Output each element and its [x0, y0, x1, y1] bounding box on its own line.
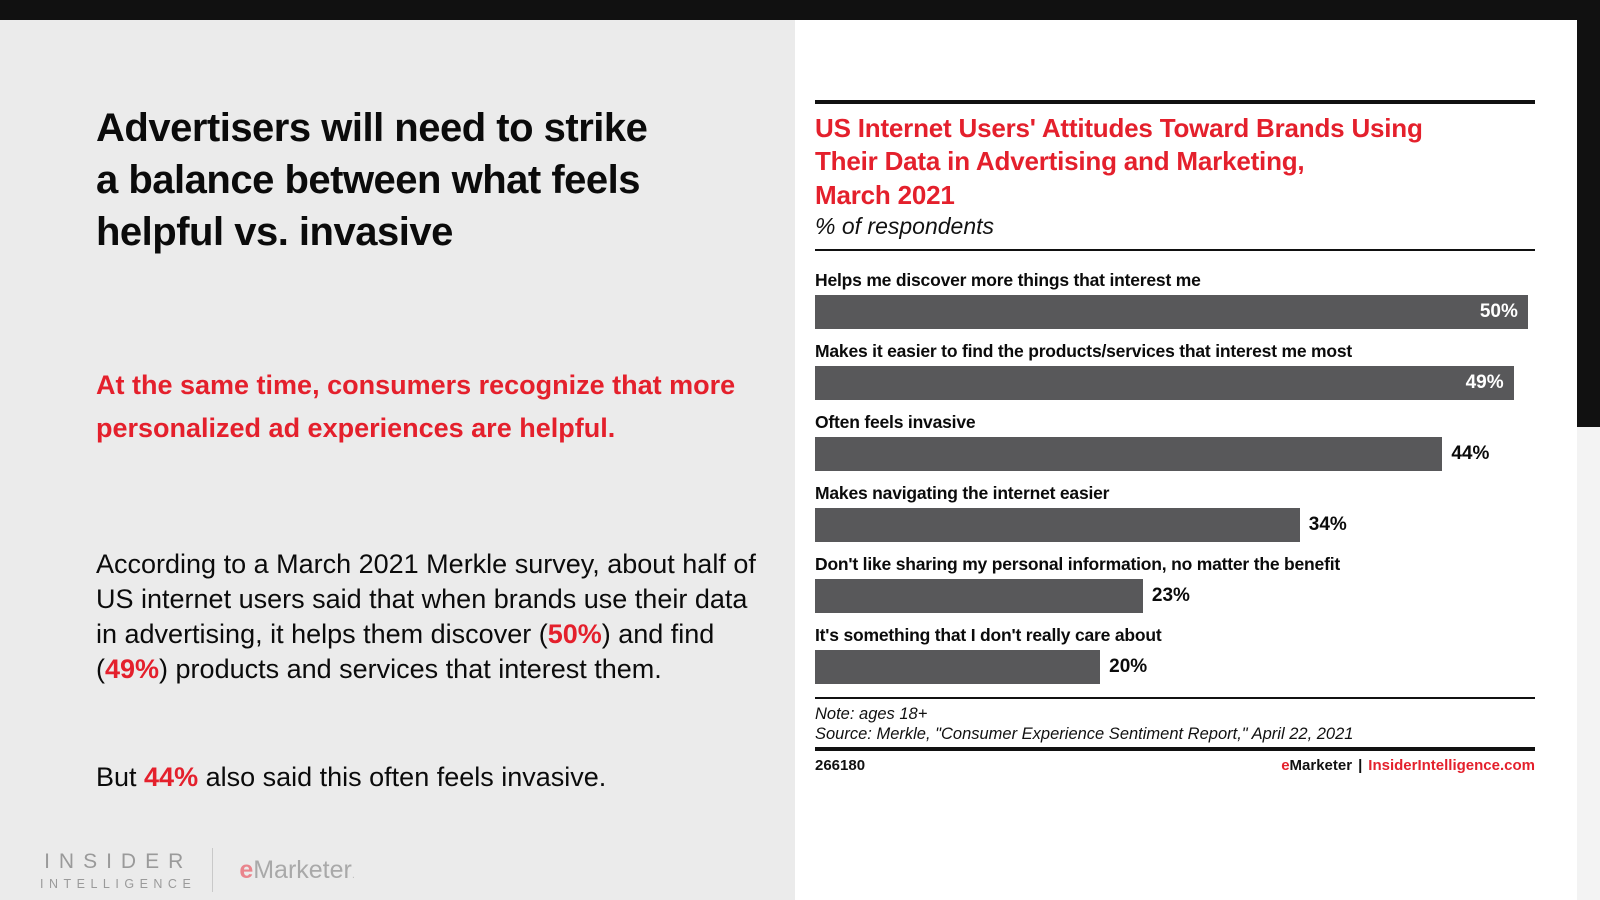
- insider-wordmark-line2: INTELLIGENCE: [40, 876, 197, 891]
- brand-footer: [40, 848, 355, 892]
- chart-footer: [815, 757, 1535, 774]
- text-segment: 50%: [547, 619, 602, 650]
- bar-row: [815, 483, 1535, 542]
- bar-track: [815, 295, 1535, 329]
- insider-intelligence-logo: [40, 850, 196, 891]
- right-edge-strip-black: [1577, 0, 1600, 427]
- chart-title-line: US Internet Users' Attitudes Toward Brands Using: [815, 113, 1423, 143]
- bar-value-label: 34%: [1308, 514, 1347, 535]
- emarketer-logo-e: e: [239, 855, 254, 884]
- footer-emarketer-rest: Marketer: [1289, 757, 1353, 774]
- bar-row: [815, 554, 1535, 613]
- bar-category-label: Often feels invasive: [815, 412, 976, 432]
- footer-emarketer-e: e: [1281, 757, 1290, 774]
- bar: [815, 650, 1100, 684]
- bar: [815, 366, 1514, 400]
- slide-headline: Advertisers will need to strike a balance between what feels helpful vs. invasive: [96, 106, 648, 254]
- insider-wordmark-line1: INSIDER: [44, 849, 193, 873]
- footer-divider: |: [1358, 757, 1363, 774]
- bar-category-label: It's something that I don't really care about: [815, 625, 1162, 645]
- chart-note: Note: ages 18+: [815, 705, 928, 723]
- right-edge-strip: [1577, 0, 1600, 900]
- bar-track: [815, 366, 1535, 400]
- text-segment: ) products and services that interest them.: [159, 654, 662, 685]
- chart-title-line: Their Data in Advertising and Marketing,: [815, 146, 1305, 177]
- chart-id: 266180: [815, 757, 866, 774]
- conclusion-paragraph: [96, 760, 756, 795]
- bar-value-label: 23%: [1151, 585, 1190, 606]
- chart-title: [815, 112, 1535, 212]
- bar: [815, 295, 1528, 329]
- bar-track: [815, 437, 1535, 471]
- emarketer-logo-mark: .: [351, 868, 355, 881]
- bar-category-label: Makes it easier to find the products/services that interest me most: [815, 341, 1353, 361]
- footer-site-link: InsiderIntelligence.com: [1368, 757, 1535, 774]
- bar-chart: [815, 270, 1535, 696]
- text-segment: also said this often feels invasive.: [198, 762, 607, 792]
- brand-divider: [212, 848, 213, 892]
- bar: [815, 508, 1300, 542]
- emarketer-logo: [239, 856, 355, 885]
- chart-source: Source: Merkle, "Consumer Experience Sentiment Report," April 22, 2021: [815, 725, 1354, 743]
- chart-subtitle: % of respondents: [815, 213, 995, 239]
- bar-track: [815, 650, 1535, 684]
- chart-subtitle-rule: [815, 249, 1535, 251]
- bar: [815, 437, 1442, 471]
- left-text-panel: [0, 20, 795, 900]
- chart-top-rule: [815, 100, 1535, 104]
- bar-category-label: Makes navigating the internet easier: [815, 483, 1110, 503]
- chart-panel: [795, 20, 1577, 900]
- bar-category-label: Helps me discover more things that interest me: [815, 270, 1201, 290]
- chart-bottom-rule: [815, 747, 1535, 751]
- text-segment: But: [96, 762, 145, 792]
- bar-category-label: Don't like sharing my personal information, no matter the benefit: [815, 554, 1340, 574]
- bar-row: [815, 412, 1535, 471]
- text-segment: According to a March 2021 Merkle survey, about half of US internet users said that when brands use their data in advertising, it helps them discover (: [96, 549, 756, 650]
- bar-row: [815, 341, 1535, 400]
- text-segment: ) and find (: [96, 619, 715, 685]
- bar-value-label: 49%: [1465, 372, 1504, 393]
- chart-title-line: March 2021: [815, 179, 955, 210]
- body-paragraph: [96, 547, 756, 687]
- bar-value-label: 44%: [1451, 443, 1490, 464]
- emarketer-logo-rest: Marketer: [253, 855, 352, 884]
- text-segment: 44%: [144, 762, 199, 792]
- text-segment: 49%: [105, 654, 160, 685]
- bar-value-label: 20%: [1109, 656, 1148, 677]
- bar-track: [815, 579, 1535, 613]
- chart-note-rule: [815, 697, 1535, 699]
- top-bar: [0, 0, 1600, 20]
- bar-row: [815, 270, 1535, 329]
- bar-value-label: 50%: [1479, 301, 1518, 322]
- bar: [815, 579, 1143, 613]
- bar-track: [815, 508, 1535, 542]
- bar-row: [815, 625, 1535, 684]
- emphasis-paragraph: At the same time, consumers recognize that more personalized ad experiences are helpful.: [96, 370, 736, 444]
- chart-footer-brand: [1281, 757, 1535, 774]
